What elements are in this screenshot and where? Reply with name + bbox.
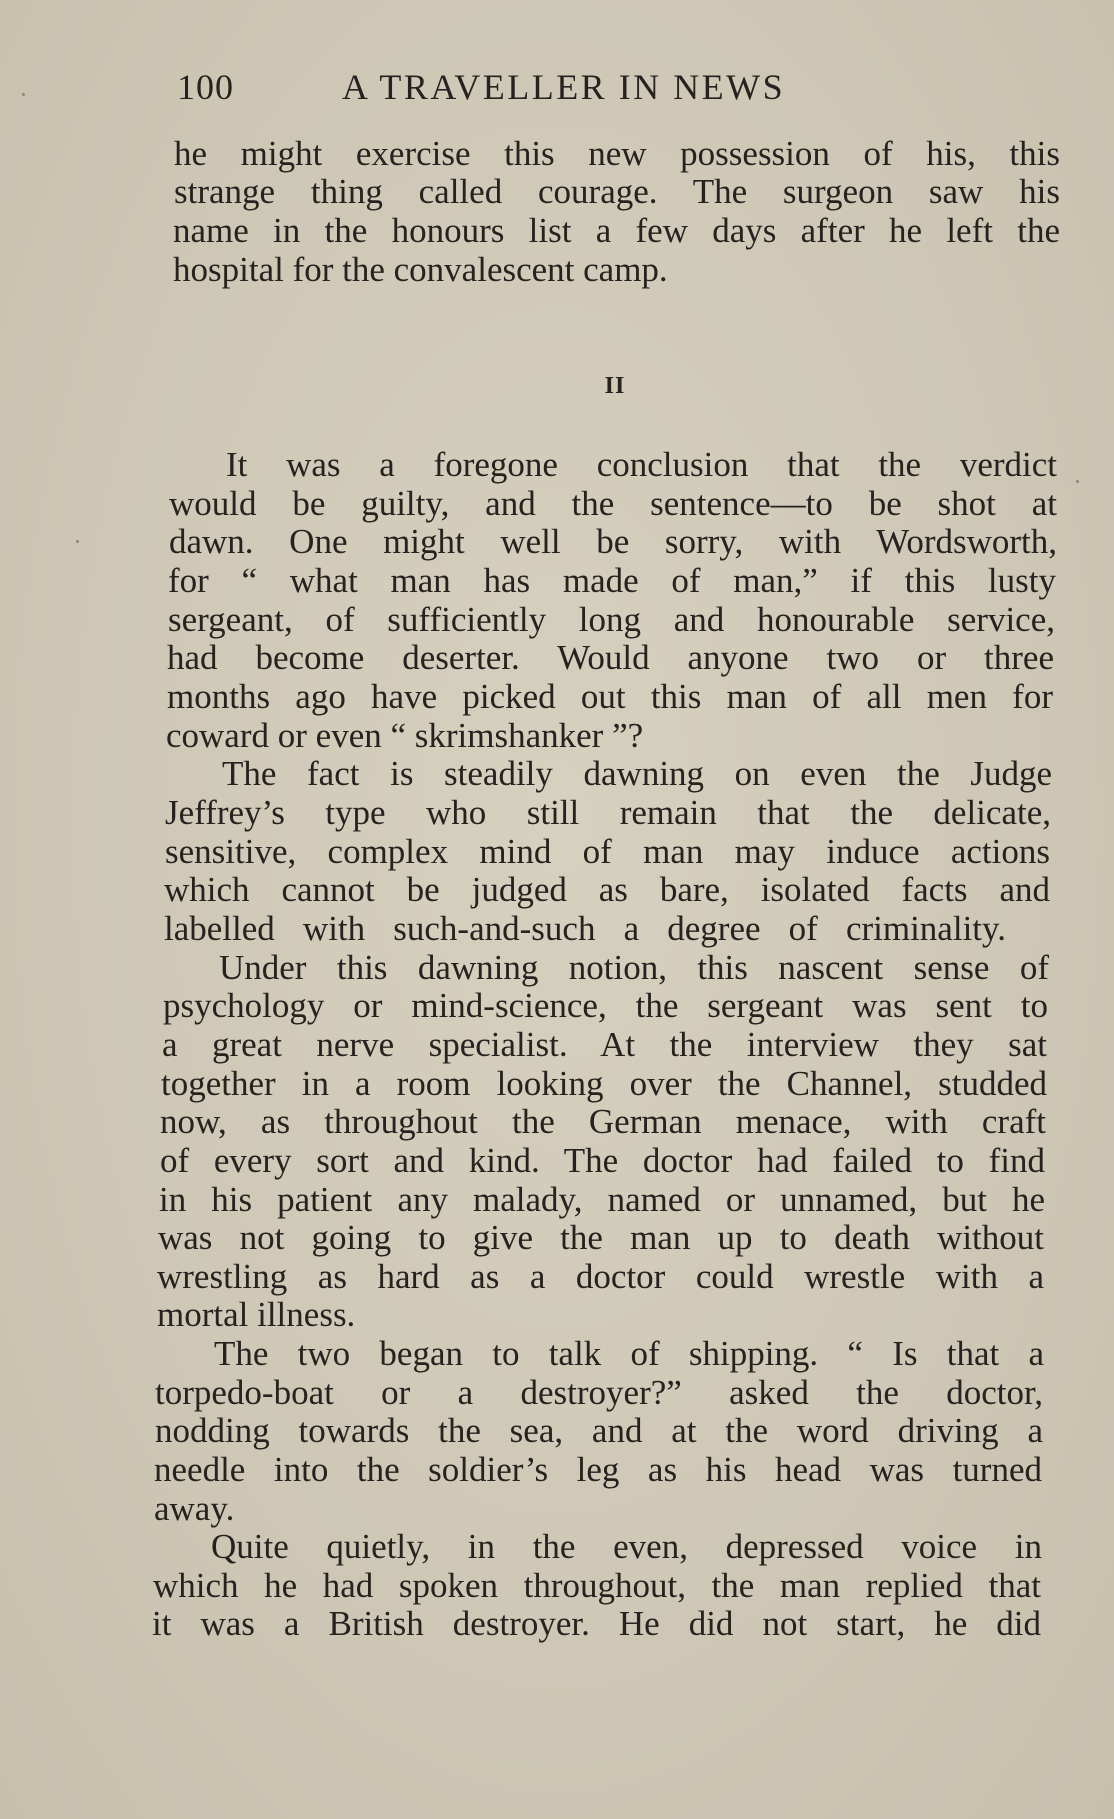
text-line: Under this dawning notion, this nascent sense of xyxy=(219,948,1049,987)
text-line: strange thing called courage. The surgeon saw his xyxy=(174,172,1060,211)
text-line: away. xyxy=(154,1489,235,1528)
page-header xyxy=(177,66,907,110)
text-line: Quite quietly, in the even, depressed voice in xyxy=(211,1527,1042,1566)
text-line: It was a foregone conclusion that the verdict xyxy=(226,445,1057,484)
text-line: psychology or mind-science, the sergeant was sent to xyxy=(163,986,1048,1025)
text-line: wrestling as hard as a doctor could wrestle with a xyxy=(157,1257,1044,1296)
text-line: a great nerve specialist. At the interview they sat xyxy=(162,1025,1047,1064)
running-head: A TRAVELLER IN NEWS xyxy=(342,67,786,107)
text-line: in his patient any malady, named or unnamed, but he xyxy=(159,1180,1045,1219)
text-line: Jeffrey’s type who still remain that the delicate, xyxy=(165,793,1051,832)
text-line: nodding towards the sea, and at the word driving a xyxy=(155,1411,1043,1450)
section-numeral: II xyxy=(604,373,626,399)
text-line: it was a British destroyer. He did not start, he did xyxy=(152,1604,1041,1643)
text-line: name in the honours list a few days after he left the xyxy=(173,211,1060,250)
paper-speck xyxy=(22,93,25,96)
paper-speck xyxy=(1076,480,1079,483)
text-line: was not going to give the man up to death without xyxy=(158,1218,1044,1257)
text-line: mortal illness. xyxy=(157,1295,356,1334)
paper-speck xyxy=(76,540,79,543)
text-line: months ago have picked out this man of all men for xyxy=(167,677,1053,716)
text-line: torpedo-boat or a destroyer?” asked the doctor, xyxy=(155,1373,1043,1412)
text-line: of every sort and kind. The doctor had failed to find xyxy=(160,1141,1045,1180)
text-line: coward or even “ skrimshanker ”? xyxy=(166,716,644,755)
text-line: hospital for the convalescent camp. xyxy=(173,250,668,289)
text-line: for “ what man has made of man,” if this lusty xyxy=(168,561,1056,600)
text-line: would be guilty, and the sentence—to be shot at xyxy=(169,484,1057,523)
text-line: which he had spoken throughout, the man replied that xyxy=(153,1566,1041,1605)
text-line: sensitive, complex mind of man may induce actions xyxy=(165,832,1050,871)
text-line: which cannot be judged as bare, isolated facts and xyxy=(164,870,1050,909)
text-line: dawn. One might well be sorry, with Wordsworth, xyxy=(169,522,1057,561)
text-line: labelled with such-and-such a degree of criminality. xyxy=(164,909,1006,948)
page-number: 100 xyxy=(177,67,234,107)
text-line: The two began to talk of shipping. “ Is that a xyxy=(214,1334,1044,1373)
text-line: now, as throughout the German menace, with craft xyxy=(160,1102,1046,1141)
text-line: had become deserter. Would anyone two or three xyxy=(167,638,1054,677)
text-line: sergeant, of sufficiently long and honourable service, xyxy=(168,600,1055,639)
text-line: The fact is steadily dawning on even the Judge xyxy=(222,754,1052,793)
text-line: needle into the soldier’s leg as his head was turned xyxy=(154,1450,1042,1489)
text-line: he might exercise this new possession of his, this xyxy=(174,134,1060,173)
text-line: together in a room looking over the Channel, studded xyxy=(161,1064,1047,1103)
